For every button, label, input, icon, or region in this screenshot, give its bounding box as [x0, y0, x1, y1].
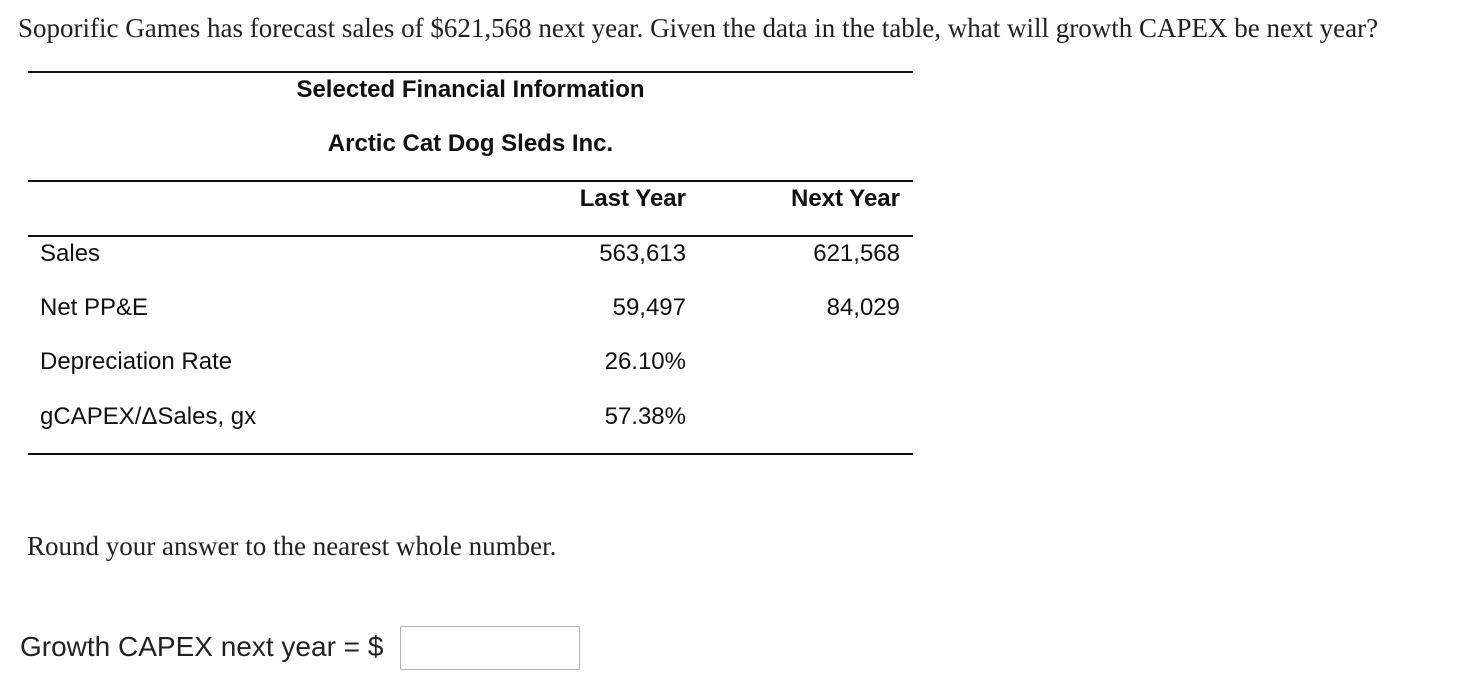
growth-capex-answer-input[interactable] — [400, 626, 580, 670]
question-text: Soporific Games has forecast sales of $621,568 next year. Given the data in the table, what will growth CAPEX be next year? — [18, 13, 1379, 43]
cell-last-year: 57.38% — [604, 403, 686, 430]
table-top-rule — [28, 71, 913, 73]
table-bottom-rule — [28, 453, 913, 455]
answer-label: Growth CAPEX next year = $ — [20, 631, 384, 662]
column-header-last-year: Last Year — [579, 185, 686, 212]
row-label: Net PP&E — [40, 294, 149, 321]
table-row — [28, 347, 913, 401]
cell-last-year: 26.10% — [604, 348, 686, 375]
rounding-instruction: Round your answer to the nearest whole number. — [27, 531, 557, 561]
row-label: Depreciation Rate — [40, 348, 233, 375]
row-label: gCAPEX/ΔSales, gx — [40, 403, 257, 430]
table-header-top-rule — [28, 180, 913, 182]
cell-last-year: 563,613 — [599, 240, 686, 267]
table-caption-company: Arctic Cat Dog Sleds Inc. — [327, 130, 614, 157]
row-label: Sales — [40, 240, 101, 267]
table-row — [28, 402, 913, 456]
table-row — [28, 293, 913, 347]
table-row — [28, 239, 913, 293]
cell-next-year: 621,568 — [813, 240, 900, 267]
cell-last-year: 59,497 — [612, 294, 686, 321]
table-caption-title: Selected Financial Information — [296, 76, 645, 103]
table-header-bottom-rule — [28, 235, 913, 237]
column-header-next-year: Next Year — [791, 185, 900, 212]
cell-next-year: 84,029 — [826, 294, 900, 321]
